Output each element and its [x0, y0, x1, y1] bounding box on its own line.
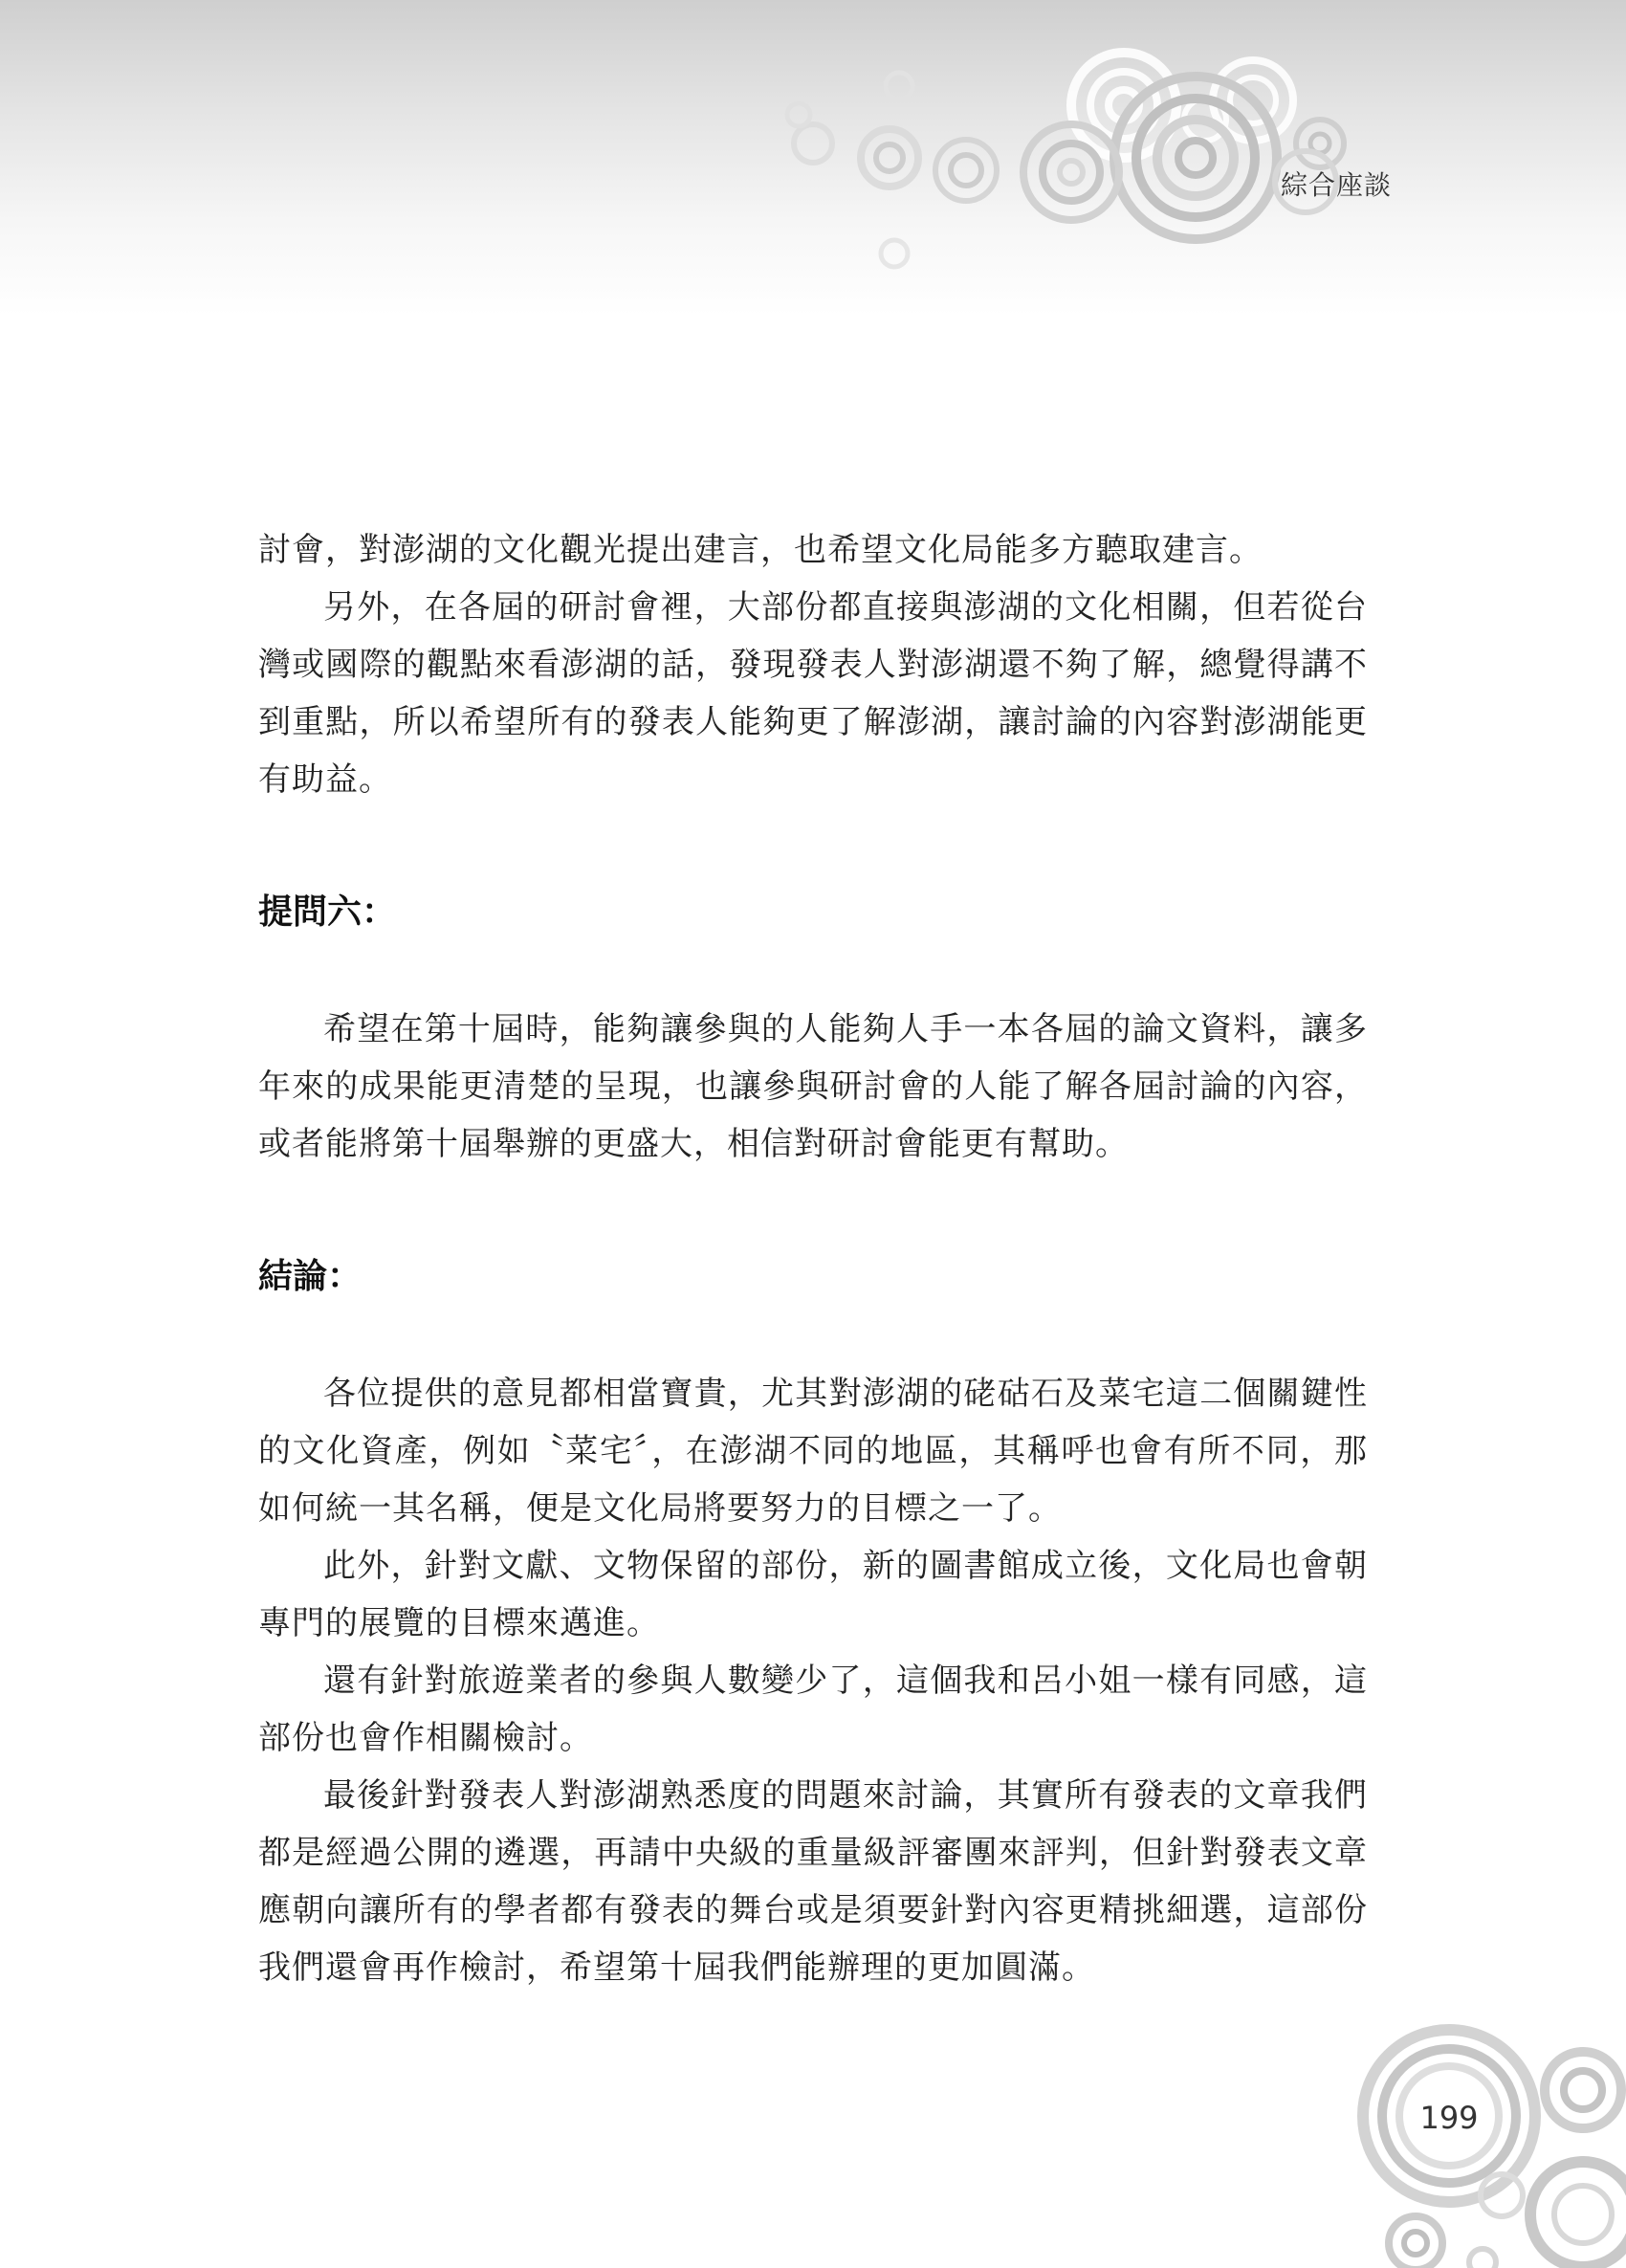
paragraph: 最後針對發表人對澎湖熟悉度的問題來討論，其實所有發表的文章我們都是經過公開的遴選，再請中央級的重量級評審團來評判，但針對發表文章應朝向讓所有的學者都有發表的舞台或是須要針對內容更精挑細選，這部份我們還會再作檢討，希望第十屆我們能辦理的更加圓滿。 [258, 1776, 1368, 1987]
page-number: 199 [1419, 2100, 1479, 2136]
paragraph: 希望在第十屆時，能夠讓參與的人能夠人手一本各屆的論文資料，讓多年來的成果能更清楚的呈現，也讓參與研討會的人能了解各屆討論的內容，或者能將第十屆舉辦的更盛大，相信對研討會能更有幫助。 [258, 1010, 1368, 1163]
paragraph: 各位提供的意見都相當寶貴，尤其對澎湖的硓𥑮石及菜宅這二個關鍵性的文化資產，例如〝菜宅〞，在澎湖不同的地區，其稱呼也會有所不同，那如何統一其名稱，便是文化局將要努力的目標之一了。 [258, 1375, 1368, 1528]
decorative-circles-header [746, 29, 1626, 316]
section-heading-conclusion: 結論： [258, 1257, 363, 1296]
paragraph: 討會，對澎湖的文化觀光提出建言，也希望文化局能多方聽取建言。 [258, 531, 1263, 569]
document-body [258, 521, 1368, 1996]
paragraph: 此外，針對文獻、文物保留的部份，新的圖書館成立後，文化局也會朝專門的展覽的目標來邁進。 [258, 1547, 1368, 1642]
paragraph: 另外，在各屆的研討會裡，大部份都直接與澎湖的文化相關，但若從台灣或國際的觀點來看澎湖的話，發現發表人對澎湖還不夠了解，總覺得講不到重點，所以希望所有的發表人能夠更了解澎湖，讓討論的內容對澎湖能更有助益。 [258, 588, 1368, 799]
section-heading-question-6: 提問六： [258, 892, 397, 932]
section-label: 綜合座談 [1280, 169, 1392, 201]
decorative-circles-footer [1339, 2023, 1626, 2268]
paragraph: 還有針對旅遊業者的參與人數變少了，這個我和呂小姐一樣有同感，這部份也會作相關檢討。 [258, 1662, 1368, 1757]
